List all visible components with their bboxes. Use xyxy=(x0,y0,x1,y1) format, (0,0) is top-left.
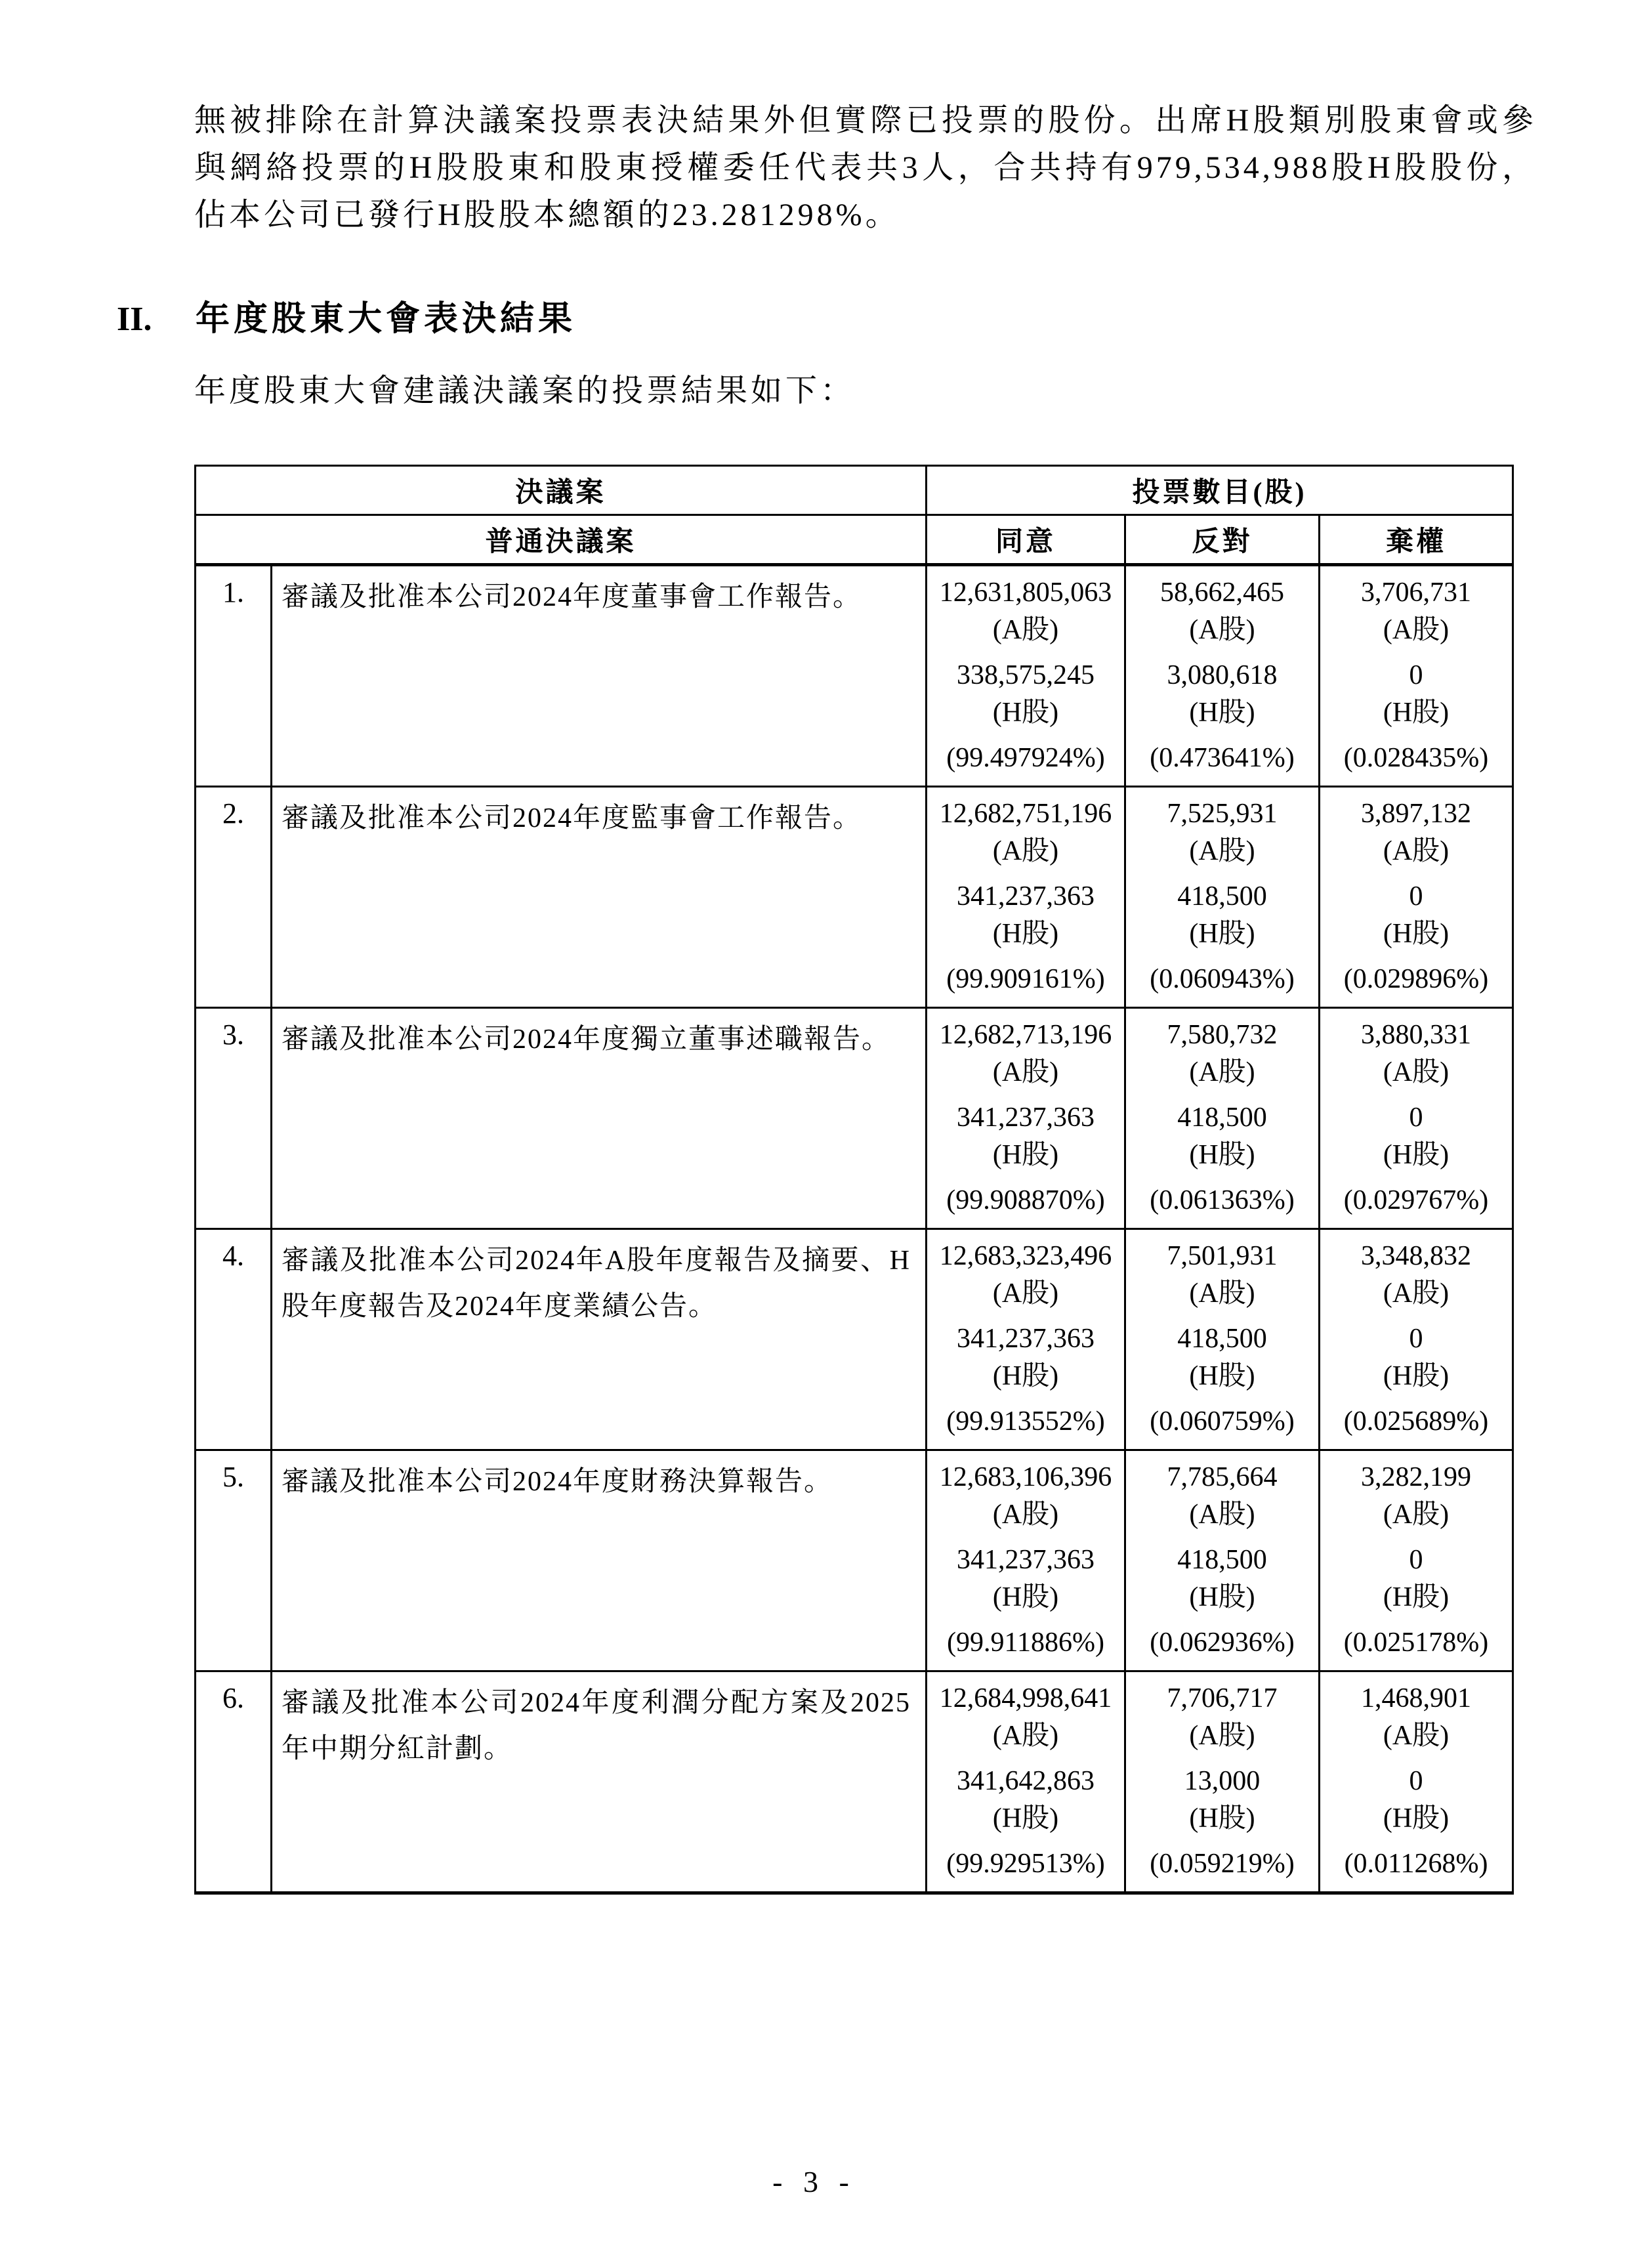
header-against: 反對 xyxy=(1125,515,1320,565)
h-share-label: (H股) xyxy=(1383,1582,1450,1612)
h-share-label: (H股) xyxy=(992,919,1059,949)
header-votes-group: 投票數目(股) xyxy=(927,466,1513,515)
abstain-a-count: 3,706,731 xyxy=(1361,578,1472,608)
document-page xyxy=(0,97,1628,2268)
h-share-label: (H股) xyxy=(992,1582,1059,1612)
agree-h-count: 341,237,363 xyxy=(957,1545,1095,1575)
agree-percentage: (99.497924%) xyxy=(946,743,1105,773)
h-share-label: (H股) xyxy=(1383,1140,1450,1170)
resolution-number: 4. xyxy=(196,1229,272,1450)
agree-percentage: (99.911886%) xyxy=(947,1628,1104,1658)
against-percentage: (0.061363%) xyxy=(1150,1185,1295,1215)
intro-paragraph: 無被排除在計算決議案投票表決結果外但實際已投票的股份。出席H股類別股東會或參與網絡投票的H股股東和股東授權委任代表共3人，合共持有979,534,988股H股股份，佔本公司已發行H股股本總額的23.281298%。 xyxy=(194,103,1537,232)
votes-agree xyxy=(927,1450,1125,1671)
votes-agree xyxy=(927,1008,1125,1229)
voting-results-table xyxy=(194,465,1514,1895)
against-percentage: (0.059219%) xyxy=(1150,1849,1295,1879)
resolution-number: 1. xyxy=(196,565,272,787)
agree-a-count: 12,683,323,496 xyxy=(939,1241,1112,1271)
against-a-count: 7,785,664 xyxy=(1167,1462,1278,1492)
agree-a-count: 12,631,805,063 xyxy=(939,578,1112,608)
resolution-text: 審議及批准本公司2024年度財務決算報告。 xyxy=(272,1450,927,1671)
against-percentage: (0.473641%) xyxy=(1150,743,1295,773)
votes-against xyxy=(1125,1671,1320,1893)
abstain-a-count: 3,282,199 xyxy=(1361,1462,1472,1492)
agree-a-count: 12,684,998,641 xyxy=(939,1683,1112,1713)
resolution-number: 6. xyxy=(196,1671,272,1893)
a-share-label: (A股) xyxy=(1189,1278,1255,1309)
resolution-number: 2. xyxy=(196,787,272,1008)
h-share-label: (H股) xyxy=(1383,698,1450,728)
h-share-label: (H股) xyxy=(992,1803,1059,1834)
table-row xyxy=(196,787,1513,1008)
abstain-h-count: 0 xyxy=(1409,1102,1423,1133)
h-share-label: (H股) xyxy=(1189,1803,1255,1834)
resolution-text: 審議及批准本公司2024年度獨立董事述職報告。 xyxy=(272,1008,927,1229)
header-agree: 同意 xyxy=(927,515,1125,565)
h-share-label: (H股) xyxy=(1189,1361,1255,1391)
a-share-label: (A股) xyxy=(1189,615,1255,645)
resolution-text: 審議及批准本公司2024年度利潤分配方案及2025年中期分紅計劃。 xyxy=(272,1671,927,1893)
page-number: - 3 - xyxy=(772,2165,856,2198)
abstain-percentage: (0.025178%) xyxy=(1343,1628,1489,1658)
table-row xyxy=(196,1229,1513,1450)
a-share-label: (A股) xyxy=(1383,1057,1450,1087)
resolution-number: 5. xyxy=(196,1450,272,1671)
a-share-label: (A股) xyxy=(1189,1721,1255,1751)
a-share-label: (A股) xyxy=(992,1721,1059,1751)
votes-abstain xyxy=(1320,1008,1513,1229)
h-share-label: (H股) xyxy=(992,698,1059,728)
table-row xyxy=(196,1671,1513,1893)
votes-agree xyxy=(927,565,1125,787)
a-share-label: (A股) xyxy=(1189,1057,1255,1087)
table-header-row-2 xyxy=(196,515,1513,565)
abstain-h-count: 0 xyxy=(1409,1766,1423,1796)
a-share-label: (A股) xyxy=(992,615,1059,645)
h-share-label: (H股) xyxy=(1383,1803,1450,1834)
agree-h-count: 338,575,245 xyxy=(957,660,1095,690)
votes-abstain xyxy=(1320,565,1513,787)
resolutions-tbody xyxy=(196,466,1513,1893)
abstain-h-count: 0 xyxy=(1409,660,1423,690)
a-share-label: (A股) xyxy=(1383,1721,1450,1751)
a-share-label: (A股) xyxy=(992,1057,1059,1087)
table-row xyxy=(196,565,1513,787)
resolution-text: 審議及批准本公司2024年度監事會工作報告。 xyxy=(272,787,927,1008)
abstain-percentage: (0.011268%) xyxy=(1344,1849,1488,1879)
abstain-a-count: 3,880,331 xyxy=(1361,1020,1472,1050)
votes-abstain xyxy=(1320,1229,1513,1450)
abstain-h-count: 0 xyxy=(1409,1324,1423,1354)
against-h-count: 3,080,618 xyxy=(1167,660,1278,690)
votes-against xyxy=(1125,1008,1320,1229)
table-row xyxy=(196,1008,1513,1229)
agree-h-count: 341,237,363 xyxy=(957,1102,1095,1133)
resolution-number: 3. xyxy=(196,1008,272,1229)
a-share-label: (A股) xyxy=(1189,836,1255,866)
resolution-text: 審議及批准本公司2024年A股年度報告及摘要、H股年度報告及2024年度業績公告。 xyxy=(272,1229,927,1450)
against-a-count: 58,662,465 xyxy=(1160,578,1285,608)
resolution-text: 審議及批准本公司2024年度董事會工作報告。 xyxy=(272,565,927,787)
agree-percentage: (99.908870%) xyxy=(946,1185,1105,1215)
h-share-label: (H股) xyxy=(992,1140,1059,1170)
a-share-label: (A股) xyxy=(1383,836,1450,866)
abstain-percentage: (0.029896%) xyxy=(1343,964,1489,994)
header-abstain: 棄權 xyxy=(1320,515,1513,565)
a-share-label: (A股) xyxy=(1383,1278,1450,1309)
agree-percentage: (99.929513%) xyxy=(946,1849,1105,1879)
h-share-label: (H股) xyxy=(1383,919,1450,949)
abstain-a-count: 1,468,901 xyxy=(1361,1683,1472,1713)
against-h-count: 418,500 xyxy=(1177,881,1267,912)
votes-agree xyxy=(927,787,1125,1008)
against-a-count: 7,706,717 xyxy=(1167,1683,1278,1713)
agree-a-count: 12,682,713,196 xyxy=(939,1020,1112,1050)
lead-paragraph: 年度股東大會建議決議案的投票結果如下： xyxy=(194,373,856,408)
votes-against xyxy=(1125,1229,1320,1450)
table-header-row-1 xyxy=(196,466,1513,515)
h-share-label: (H股) xyxy=(1189,698,1255,728)
agree-percentage: (99.909161%) xyxy=(946,964,1105,994)
votes-abstain xyxy=(1320,1671,1513,1893)
votes-agree xyxy=(927,1229,1125,1450)
a-share-label: (A股) xyxy=(1189,1500,1255,1530)
agree-a-count: 12,683,106,396 xyxy=(939,1462,1112,1492)
h-share-label: (H股) xyxy=(1383,1361,1450,1391)
against-h-count: 418,500 xyxy=(1177,1545,1267,1575)
abstain-a-count: 3,348,832 xyxy=(1361,1241,1472,1271)
abstain-h-count: 0 xyxy=(1409,881,1423,912)
a-share-label: (A股) xyxy=(992,1278,1059,1309)
votes-against xyxy=(1125,1450,1320,1671)
against-a-count: 7,501,931 xyxy=(1167,1241,1278,1271)
a-share-label: (A股) xyxy=(992,1500,1059,1530)
h-share-label: (H股) xyxy=(1189,1140,1255,1170)
against-percentage: (0.062936%) xyxy=(1150,1628,1295,1658)
h-share-label: (H股) xyxy=(1189,1582,1255,1612)
votes-agree xyxy=(927,1671,1125,1893)
votes-abstain xyxy=(1320,787,1513,1008)
agree-h-count: 341,237,363 xyxy=(957,881,1095,912)
votes-against xyxy=(1125,565,1320,787)
a-share-label: (A股) xyxy=(1383,615,1450,645)
agree-percentage: (99.913552%) xyxy=(946,1406,1105,1437)
h-share-label: (H股) xyxy=(992,1361,1059,1391)
abstain-percentage: (0.025689%) xyxy=(1343,1406,1489,1437)
agree-h-count: 341,237,363 xyxy=(957,1324,1095,1354)
agree-a-count: 12,682,751,196 xyxy=(939,799,1112,829)
against-a-count: 7,525,931 xyxy=(1167,799,1278,829)
abstain-h-count: 0 xyxy=(1409,1545,1423,1575)
header-resolution: 決議案 xyxy=(196,466,927,515)
section-number: II. xyxy=(117,301,152,338)
abstain-percentage: (0.028435%) xyxy=(1343,743,1489,773)
against-h-count: 13,000 xyxy=(1184,1766,1261,1796)
section-heading xyxy=(117,297,1628,343)
abstain-percentage: (0.029767%) xyxy=(1343,1185,1489,1215)
against-a-count: 7,580,732 xyxy=(1167,1020,1278,1050)
h-share-label: (H股) xyxy=(1189,919,1255,949)
header-ordinary-resolutions: 普通決議案 xyxy=(196,515,927,565)
votes-abstain xyxy=(1320,1450,1513,1671)
a-share-label: (A股) xyxy=(992,836,1059,866)
agree-h-count: 341,642,863 xyxy=(957,1766,1095,1796)
votes-against xyxy=(1125,787,1320,1008)
abstain-a-count: 3,897,132 xyxy=(1361,799,1472,829)
against-h-count: 418,500 xyxy=(1177,1102,1267,1133)
section-title: 年度股東大會表決結果 xyxy=(196,301,577,338)
against-h-count: 418,500 xyxy=(1177,1324,1267,1354)
table-row xyxy=(196,1450,1513,1671)
against-percentage: (0.060759%) xyxy=(1150,1406,1295,1437)
a-share-label: (A股) xyxy=(1383,1500,1450,1530)
against-percentage: (0.060943%) xyxy=(1150,964,1295,994)
